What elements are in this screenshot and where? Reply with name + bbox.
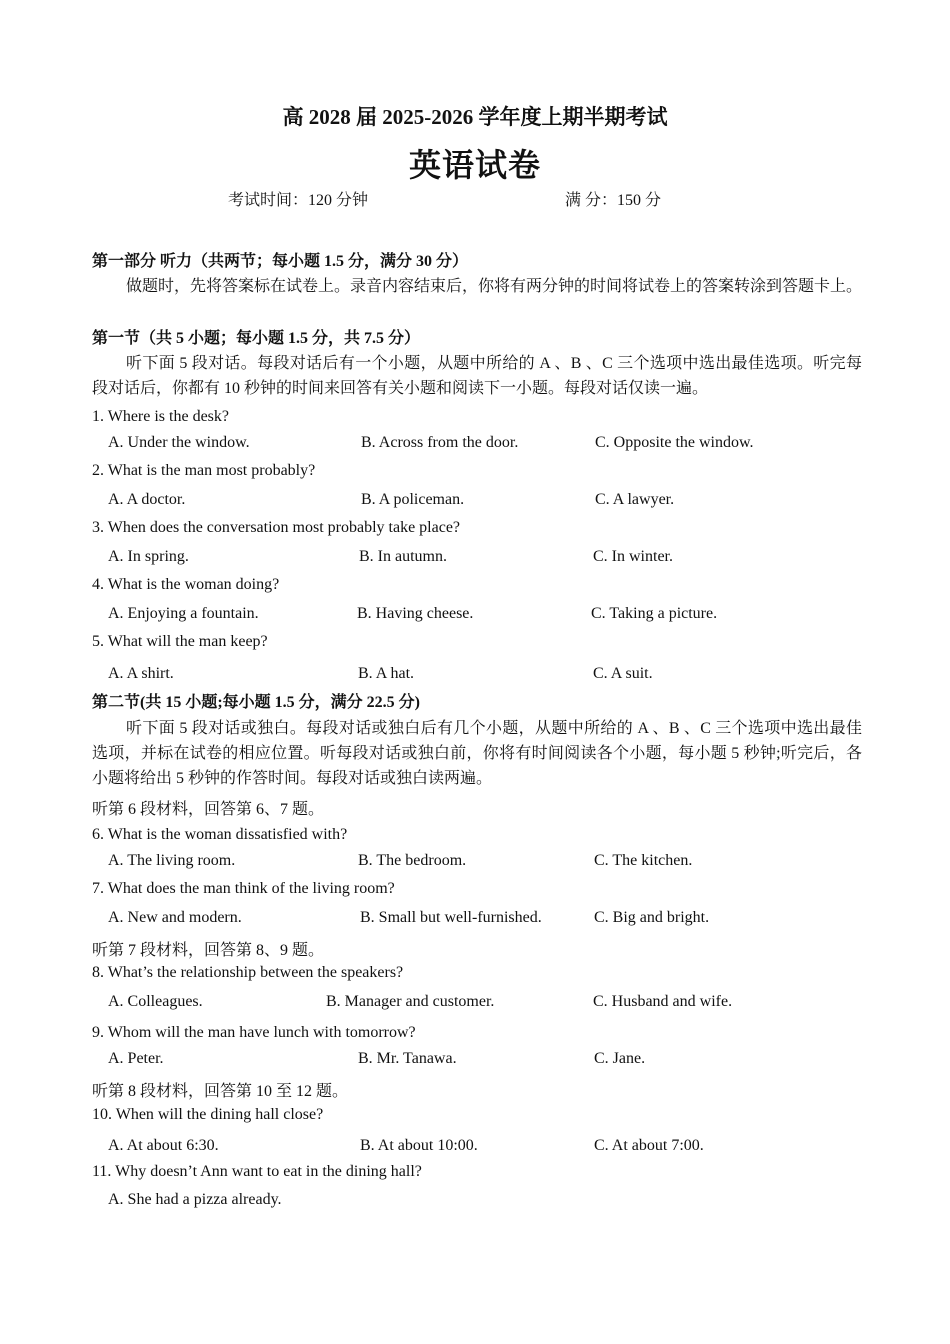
q10-option-a: A. At about 6:30. bbox=[108, 1137, 219, 1154]
q2-option-a: A. A doctor. bbox=[108, 491, 186, 508]
exam-title: 高 2028 届 2025-2026 学年度上期半期考试 bbox=[282, 105, 668, 129]
q7-option-c: C. Big and bright. bbox=[594, 909, 710, 926]
q2-option-c: C. A lawyer. bbox=[595, 491, 675, 508]
question-2: 2. What is the man most probably? bbox=[92, 462, 316, 479]
q9-option-a: A. Peter. bbox=[108, 1050, 164, 1067]
q8-option-b: B. Manager and customer. bbox=[326, 993, 495, 1010]
q2-option-b: B. A policeman. bbox=[361, 491, 465, 508]
q8-option-a: A. Colleagues. bbox=[108, 993, 203, 1010]
q9-option-b: B. Mr. Tanawa. bbox=[358, 1050, 457, 1067]
q4-option-c: C. Taking a picture. bbox=[591, 605, 718, 622]
section1-heading: 第一节（共 5 小题；每小题 1.5 分，共 7.5 分） bbox=[92, 330, 421, 347]
question-1: 1. Where is the desk? bbox=[92, 408, 229, 425]
q3-option-b: B. In autumn. bbox=[359, 548, 447, 565]
q6-option-a: A. The living room. bbox=[108, 852, 236, 869]
material-8-note: 听第 8 段材料，回答第 10 至 12 题。 bbox=[92, 1083, 349, 1100]
part1-instructions: 做题时，先将答案标在试卷上。录音内容结束后，你将有两分钟的时间将试卷上的答案转涂到答题卡上。 bbox=[126, 278, 863, 295]
material-6-note: 听第 6 段材料，回答第 6、7 题。 bbox=[92, 801, 325, 818]
question-3: 3. When does the conversation most probably take place? bbox=[92, 519, 461, 536]
q3-option-a: A. In spring. bbox=[108, 548, 189, 565]
q4-option-a: A. Enjoying a fountain. bbox=[108, 605, 259, 622]
q6-option-c: C. The kitchen. bbox=[594, 852, 693, 869]
question-10: 10. When will the dining hall close? bbox=[92, 1106, 324, 1123]
q3-option-c: C. In winter. bbox=[593, 548, 673, 565]
section1-instructions: 听下面 5 段对话。每段对话后有一个小题，从题中所给的 A 、B 、C 三个选项中选出最佳选项。听完每段对话后，你都有 10 秒钟的时间来回答有关小题和阅读下一小题。每段对话仅读一遍。 bbox=[92, 355, 862, 397]
q10-option-c: C. At about 7:00. bbox=[594, 1137, 704, 1154]
question-4: 4. What is the woman doing? bbox=[92, 576, 280, 593]
material-7-note: 听第 7 段材料，回答第 8、9 题。 bbox=[92, 942, 325, 959]
question-7: 7. What does the man think of the living room? bbox=[92, 880, 395, 897]
q1-option-b: B. Across from the door. bbox=[361, 434, 519, 451]
paper-title: 英语试卷 bbox=[408, 147, 541, 183]
q9-option-c: C. Jane. bbox=[594, 1050, 646, 1067]
q5-option-a: A. A shirt. bbox=[108, 665, 174, 682]
full-score: 满 分：150 分 bbox=[565, 192, 662, 209]
question-5: 5. What will the man keep? bbox=[92, 633, 268, 650]
question-6: 6. What is the woman dissatisfied with? bbox=[92, 826, 348, 843]
question-8: 8. What’s the relationship between the speakers? bbox=[92, 964, 404, 981]
question-9: 9. Whom will the man have lunch with tomorrow? bbox=[92, 1024, 416, 1041]
q7-option-a: A. New and modern. bbox=[108, 909, 242, 926]
q8-option-c: C. Husband and wife. bbox=[593, 993, 733, 1010]
q1-option-c: C. Opposite the window. bbox=[595, 434, 754, 451]
q11-option-a: A. She had a pizza already. bbox=[108, 1191, 282, 1208]
section2-heading: 第二节(共 15 小题;每小题 1.5 分，满分 22.5 分) bbox=[92, 694, 420, 711]
question-11: 11. Why doesn’t Ann want to eat in the dining hall? bbox=[92, 1163, 422, 1180]
section2-instructions: 听下面 5 段对话或独白。每段对话或独白后有几个小题，从题中所给的 A 、B 、C 三个选项中选出最佳选项，并标在试卷的相应位置。听每段对话或独白前，你将有时间阅读各个小题，每小题 5 秒钟;听完后，各小题将给出 5 秒钟的作答时间。每段对话或独白读两遍。 bbox=[92, 720, 862, 787]
exam-time: 考试时间：120 分钟 bbox=[228, 192, 369, 209]
q6-option-b: B. The bedroom. bbox=[358, 852, 467, 869]
part1-heading: 第一部分 听力（共两节；每小题 1.5 分，满分 30 分） bbox=[92, 253, 469, 270]
q10-option-b: B. At about 10:00. bbox=[360, 1137, 478, 1154]
q4-option-b: B. Having cheese. bbox=[357, 605, 474, 622]
q7-option-b: B. Small but well-furnished. bbox=[360, 909, 542, 926]
q1-option-a: A. Under the window. bbox=[108, 434, 250, 451]
q5-option-c: C. A suit. bbox=[593, 665, 653, 682]
q5-option-b: B. A hat. bbox=[358, 665, 415, 682]
